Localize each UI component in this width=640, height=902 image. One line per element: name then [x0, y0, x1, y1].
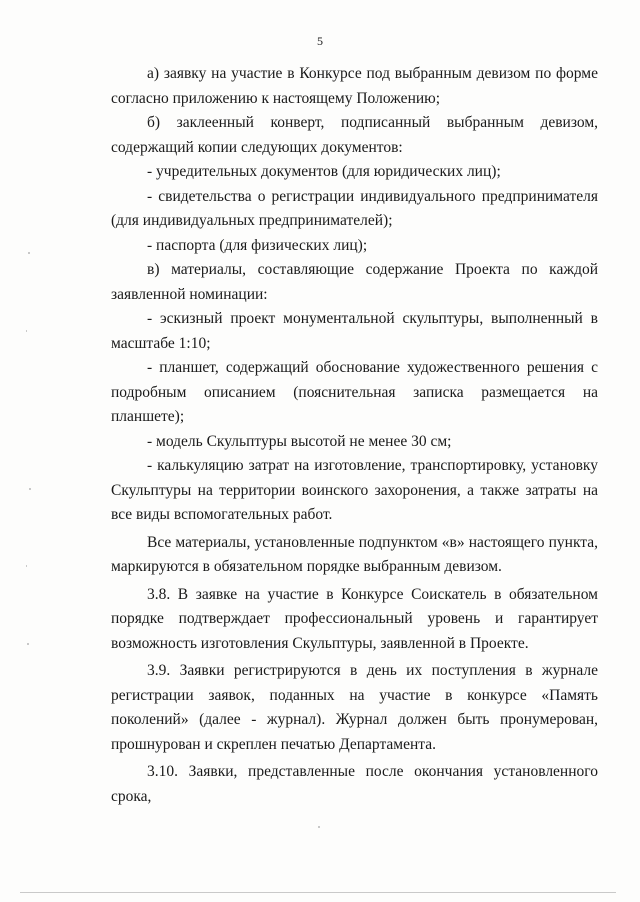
scan-speck [28, 252, 30, 254]
list-item-model: - модель Скульптуры высотой не менее 30 см; [147, 432, 452, 450]
list-item-tablet: - планшет, содержащий обоснование художественного решения с подробным описанием (пояснительная записка размещается на планшете); [111, 359, 598, 425]
paragraph-a: а) заявку на участие в Конкурсе под выбранным девизом по форме согласно приложению к настоящему Положению; [111, 65, 598, 107]
paragraph-v: в) материалы, составляющие содержание Проекта по каждой заявленной номинации: [111, 261, 598, 303]
scan-speck [27, 643, 29, 645]
paragraph-materials-marking: Все материалы, установленные подпунктом «в» настоящего пункта, маркируются в обязательном порядке выбранным девизом. [111, 533, 598, 575]
list-item-constituent-docs: - учредительных документов (для юридических лиц); [147, 163, 501, 180]
scan-speck [26, 330, 27, 332]
list-item-registration-certificate: - свидетельства о регистрации индивидуального предпринимателя (для индивидуальных предпринимателей); [111, 187, 598, 229]
page-number: 5 [317, 34, 323, 48]
scan-bottom-edge [20, 892, 616, 893]
scan-speck [318, 826, 320, 828]
paragraph-b: б) заклеенный конверт, подписанный выбранным девизом, содержащий копии следующих документов: [111, 114, 598, 156]
list-item-passport: - паспорта (для физических лиц); [147, 236, 368, 254]
document-body [111, 62, 598, 809]
scan-speck [29, 488, 31, 490]
section-3-8: 3.8. В заявке на участие в Конкурсе Соискатель в обязательном порядке подтверждает профессиональный уровень и гарантирует возможность изготовления Скульптуры, заявленной в Проекте. [111, 585, 598, 652]
list-item-cost-calculation: - калькуляцию затрат на изготовление, транспортировку, установку Скульптуры на территории воинского захоронения, а также затраты на все виды вспомогательных работ. [111, 457, 598, 523]
section-3-9: 3.9. Заявки регистрируются в день их поступления в журнале регистрации заявок, поданных на участие в конкурсе «Память поколений» (далее - журнал). Журнал должен быть пронумерован, прошнурован и скреплен печатью Департамента. [111, 662, 598, 753]
scan-speck [26, 565, 27, 567]
list-item-sketch-project: - эскизный проект монументальной скульптуры, выполненный в масштабе 1:10; [111, 310, 598, 352]
section-3-10: 3.10. Заявки, представленные после окончания установленного срока, [111, 763, 598, 805]
